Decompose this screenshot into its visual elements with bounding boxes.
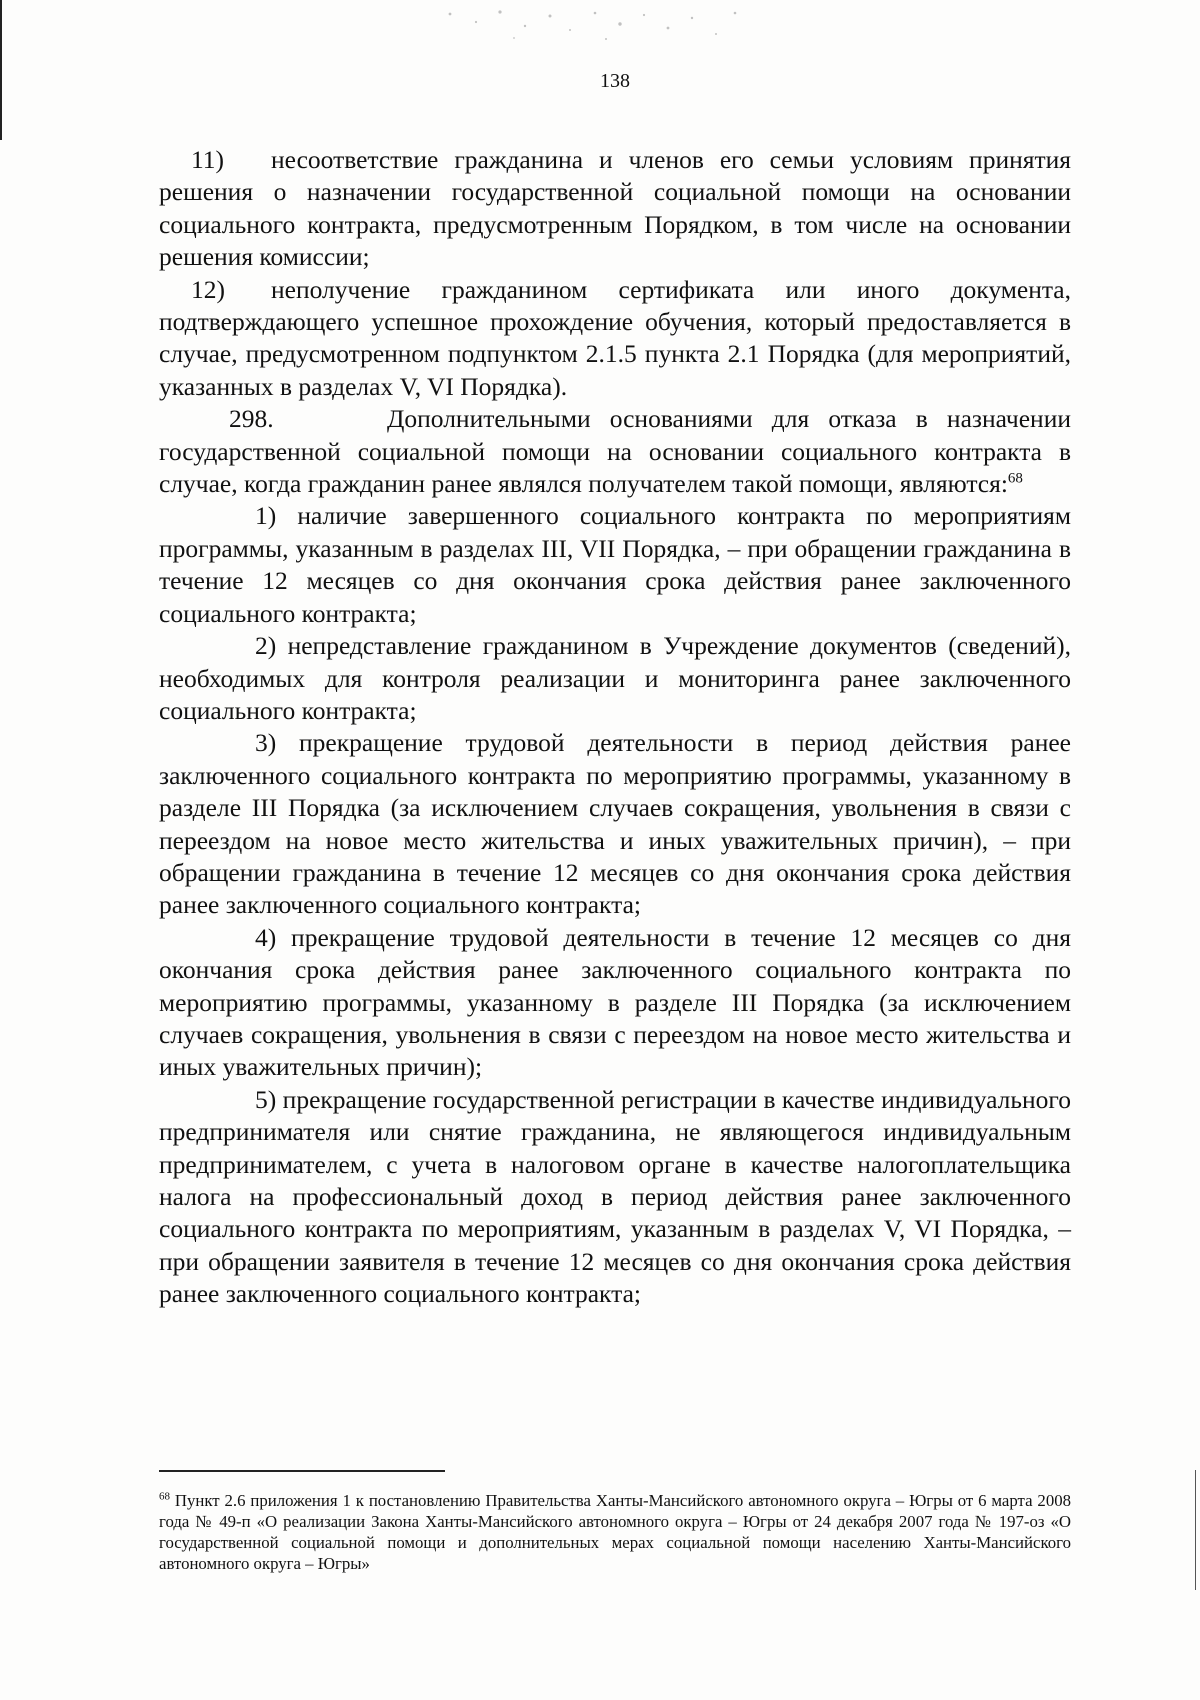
- paragraph-text: неполучение гражданином сертификата или иного документа, подтверждающего успешное прохождение обучения, который предоставляется в случае, предусмотренном подпунктом 2.1.5 пункта 2.1 Порядка (для мероприятий, указанных в разделах V, VI Порядка).: [159, 274, 1071, 401]
- paragraph-subitem-3: 3) прекращение трудовой деятельности в период действия ранее заключенного социального контракта по мероприятию программы, указанному в разделе III Порядка (за исключением случаев сокращения, увольнения в связи с переездом на новое место жительства и иных уважительных причин), – при обращении гражданина в течение 12 месяцев со дня окончания срока действия ранее заключенного социального контракта;: [159, 728, 1071, 920]
- footnote-marker: 68: [159, 1490, 170, 1503]
- paragraph-subitem-4: 4) прекращение трудовой деятельности в течение 12 месяцев со дня окончания срока действия ранее заключенного социального контракта по мероприятию программы, указанному в разделе III Порядка (за исключением случаев сокращения, увольнения в связи с переездом на новое место жительства и иных уважительных причин);: [159, 922, 1071, 1082]
- paragraph-item-12: [159, 274, 1071, 404]
- scan-noise-marks: [430, 4, 760, 44]
- footnote: [159, 1490, 1071, 1574]
- paragraph-text: Дополнительными основаниями для отказа в назначении государственной социальной помощи на основании социального контракта в случае, когда гражданин ранее являлся получателем такой помощи, являются:: [159, 404, 1071, 499]
- footnote-reference[interactable]: 68: [1007, 470, 1023, 487]
- paragraph-text: несоответствие гражданина и членов его семьи условиям принятия решения о назначении государственной социальной помощи на основании социального контракта, предусмотренным Порядком, в том числе на основании решения комиссии;: [159, 145, 1071, 272]
- document-body: [159, 144, 1071, 1311]
- footnote-text: Пункт 2.6 приложения 1 к постановлению Правительства Ханты-Мансийского автономного округа – Югры от 6 марта 2008 года № 49-п «О реализации Закона Ханты-Мансийского автономного округа – Югры от 24 декабря 2007 года № 197-оз «О государственной социальной помощи и дополнительных мерах социальной помощи населению Ханты-Мансийского автономного округа – Югры»: [159, 1491, 1071, 1573]
- paragraph-item-11: [159, 144, 1071, 274]
- item-number: 11): [191, 145, 225, 174]
- paragraph-subitem-1: 1) наличие завершенного социального контракта по мероприятиям программы, указанным в разделах III, VII Порядка, – при обращении гражданина в течение 12 месяцев со дня окончания срока действия ранее заключенного социального контракта;: [159, 501, 1071, 628]
- paragraph-clause-298: [159, 403, 1071, 500]
- clause-number: 298.: [229, 404, 274, 434]
- footnote-separator: [159, 1470, 445, 1472]
- paragraph-subitem-5: 5) прекращение государственной регистрации в качестве индивидуального предпринимателя или снятие гражданина, не являющегося индивидуальным предпринимателем, с учета в налоговом органе в качестве налогоплательщика налога на профессиональный доход в период действия ранее заключенного социального контракта по мероприятиям, указанным в разделах V, VI Порядка, – при обращении заявителя в течение 12 месяцев со дня окончания срока действия ранее заключенного социального контракта;: [159, 1084, 1071, 1309]
- item-number: 12): [191, 274, 225, 304]
- page-number: 138: [600, 70, 630, 92]
- paragraph-subitem-2: 2) непредставление гражданином в Учреждение документов (сведений), необходимых для контроля реализации и мониторинга ранее заключенного социального контракта;: [159, 631, 1071, 725]
- scan-right-edge-line: [1195, 1470, 1196, 1590]
